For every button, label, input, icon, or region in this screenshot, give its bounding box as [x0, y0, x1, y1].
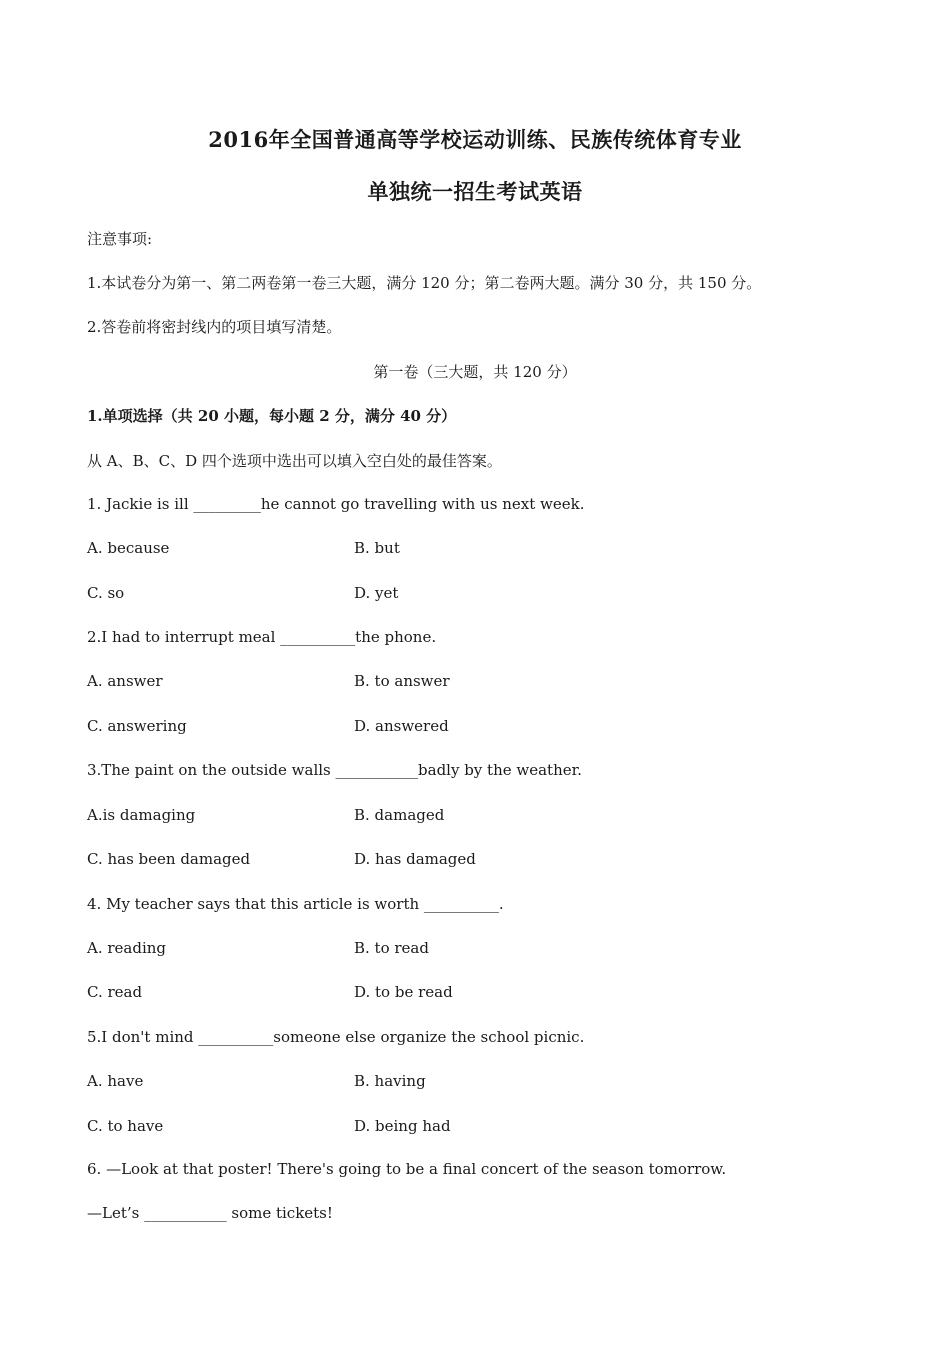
- question-4-stem: 4. My teacher says that this article is worth __________.: [87, 895, 504, 913]
- exam-title-line2: 单独统一招生考试英语: [367, 179, 583, 204]
- question-6-stem: 6. —Look at that poster! There's going to be a final concert of the season tomorrow.: [87, 1160, 727, 1178]
- section1-instruction: 从 A、B、C、D 四个选项中选出可以填入空白处的最佳答案。: [87, 452, 502, 470]
- question-4-option-b: B. to read: [354, 939, 429, 957]
- question-4-option-d: D. to be read: [354, 983, 453, 1001]
- question-5-option-d: D. being had: [354, 1117, 451, 1135]
- question-3-option-b: B. damaged: [354, 806, 445, 824]
- question-4-option-c: C. read: [87, 983, 143, 1001]
- notes-heading: 注意事项:: [87, 230, 153, 248]
- notes-item-2: 2.答卷前将密封线内的项目填写清楚。: [87, 318, 342, 336]
- question-5-option-b: B. having: [354, 1072, 426, 1090]
- question-6-stem-reply: —Let’s ___________ some tickets!: [87, 1204, 333, 1222]
- exam-title-line1: 2016年全国普通高等学校运动训练、民族传统体育专业: [208, 127, 742, 152]
- question-1-option-a: A. because: [87, 539, 170, 557]
- question-3-option-c: C. has been damaged: [87, 850, 251, 868]
- question-3-option-a: A.is damaging: [87, 806, 196, 824]
- question-1-option-b: B. but: [354, 539, 400, 557]
- question-5-stem: 5.I don't mind __________someone else organize the school picnic.: [87, 1028, 585, 1046]
- section1-heading: 1.单项选择（共 20 小题，每小题 2 分，满分 40 分）: [87, 407, 457, 425]
- question-3-option-d: D. has damaged: [354, 850, 476, 868]
- question-2-option-b: B. to answer: [354, 672, 450, 690]
- question-1-option-c: C. so: [87, 584, 125, 602]
- question-5-option-a: A. have: [87, 1072, 144, 1090]
- question-4-option-a: A. reading: [87, 939, 167, 957]
- volume1-heading: 第一卷（三大题，共 120 分）: [373, 363, 577, 381]
- question-2-option-a: A. answer: [87, 672, 163, 690]
- question-1-option-d: D. yet: [354, 584, 399, 602]
- question-2-option-d: D. answered: [354, 717, 449, 735]
- question-2-option-c: C. answering: [87, 717, 187, 735]
- question-3-stem: 3.The paint on the outside walls ___________badly by the weather.: [87, 761, 582, 779]
- notes-item-1: 1.本试卷分为第一、第二两卷第一卷三大题，满分 120 分；第二卷两大题。满分 30 分，共 150 分。: [87, 274, 762, 292]
- question-2-stem: 2.I had to interrupt meal __________the phone.: [87, 628, 437, 646]
- question-5-option-c: C. to have: [87, 1117, 164, 1135]
- question-1-stem: 1. Jackie is ill _________he cannot go travelling with us next week.: [87, 495, 585, 513]
